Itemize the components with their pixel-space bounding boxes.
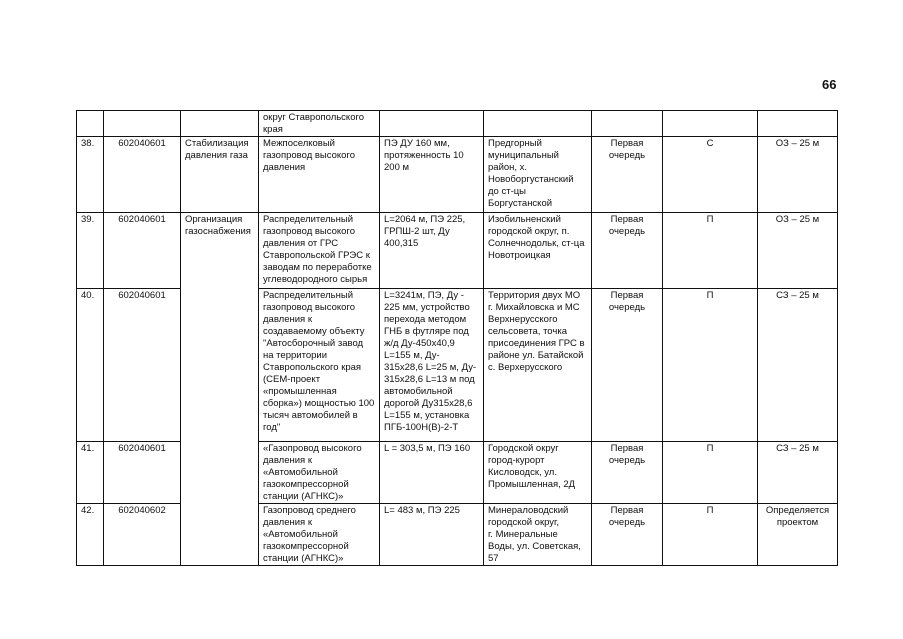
zone-cell: ОЗ – 25 м <box>758 213 838 289</box>
object-cell: Распределительный газопровод высокого давления к создаваемому объекту "Автосборочный завод на территории Ставропольского края (СЕМ-проект «промышленная сборка») мощностью 100 тысяч автомобилей в год" <box>259 289 380 442</box>
status-cell: С <box>663 137 758 213</box>
stage-cell: Первая очередь <box>592 442 663 504</box>
objects-table <box>76 110 838 566</box>
params-cell: L = 303,5 м, ПЭ 160 <box>380 442 484 504</box>
purpose-cell: Стабилизация давления газа <box>181 137 259 213</box>
location-cell: Территория двух МО г. Михайловска и МС Верхнерусского сельсовета, точка присоединения ГРС в районе ул. Батайской с. Верхерусского <box>484 289 592 442</box>
stage-cell: Первая очередь <box>592 504 663 566</box>
stage-cell: Первая очередь <box>592 137 663 213</box>
code-cell: 602040601 <box>104 213 181 289</box>
params-cell: L=2064 м, ПЭ 225, ГРПШ-2 шт, Ду 400,315 <box>380 213 484 289</box>
status-cell: П <box>663 213 758 289</box>
table-row <box>77 137 838 213</box>
params-cell: L= 483 м, ПЭ 225 <box>380 504 484 566</box>
stage-cell: Первая очередь <box>592 289 663 442</box>
params-cell: ПЭ ДУ 160 мм, протяженность 10 200 м <box>380 137 484 213</box>
row-number: 40. <box>77 289 104 442</box>
zone-cell: ОЗ – 25 м <box>758 137 838 213</box>
object-cell: «Газопровод высокого давления к «Автомобильной газокомпрессорной станции (АГНКС)» <box>259 442 380 504</box>
zone-cell: Определяется проектом <box>758 504 838 566</box>
code-cell: 602040602 <box>104 504 181 566</box>
stage-cell: Первая очередь <box>592 213 663 289</box>
object-cell: Распределительный газопровод высокого давления от ГРС Ставропольской ГРЭС к заводам по переработке углеводородного сырья <box>259 213 380 289</box>
params-cell: L=3241м, ПЭ, Ду - 225 мм, устройство перехода методом ГНБ в футляре под ж/д Ду-450х40,9 L=155 м, Ду- 315х28,6 L=25 м, Ду- 315х28,6 L=13 м под автомобильной дорогой Ду315х28,6 L=155 м, установка ПГБ-100Н(В)-2-Т <box>380 289 484 442</box>
code-cell: 602040601 <box>104 289 181 442</box>
zone-cell: СЗ – 25 м <box>758 289 838 442</box>
status-cell: П <box>663 289 758 442</box>
row-number: 42. <box>77 504 104 566</box>
location-cell: Изобильненский городской округ, п. Солнечнодольк, ст-ца Новотроицкая <box>484 213 592 289</box>
zone-cell: СЗ – 25 м <box>758 442 838 504</box>
table-row <box>77 111 838 137</box>
location-cell: Предгорный муниципальный район, х. Новоборгустанский до ст-цы Боргустанской <box>484 137 592 213</box>
location-cell: Минераловодский городской округ, г. Минеральные Воды, ул. Советская, 57 <box>484 504 592 566</box>
row-number: 38. <box>77 137 104 213</box>
purpose-cell: Организация газоснабжения <box>181 213 259 566</box>
location-cell: Городской округ город-курорт Кисловодск, ул. Промышленная, 2Д <box>484 442 592 504</box>
object-cell: округ Ставропольского края <box>259 111 380 137</box>
object-cell: Межпоселковый газопровод высокого давления <box>259 137 380 213</box>
code-cell: 602040601 <box>104 137 181 213</box>
row-number: 41. <box>77 442 104 504</box>
status-cell: П <box>663 504 758 566</box>
code-cell: 602040601 <box>104 442 181 504</box>
row-number: 39. <box>77 213 104 289</box>
object-cell: Газопровод среднего давления к «Автомобильной газокомпрессорной станции (АГНКС)» <box>259 504 380 566</box>
table-row <box>77 213 838 289</box>
page-number: 66 <box>822 77 837 92</box>
status-cell: П <box>663 442 758 504</box>
